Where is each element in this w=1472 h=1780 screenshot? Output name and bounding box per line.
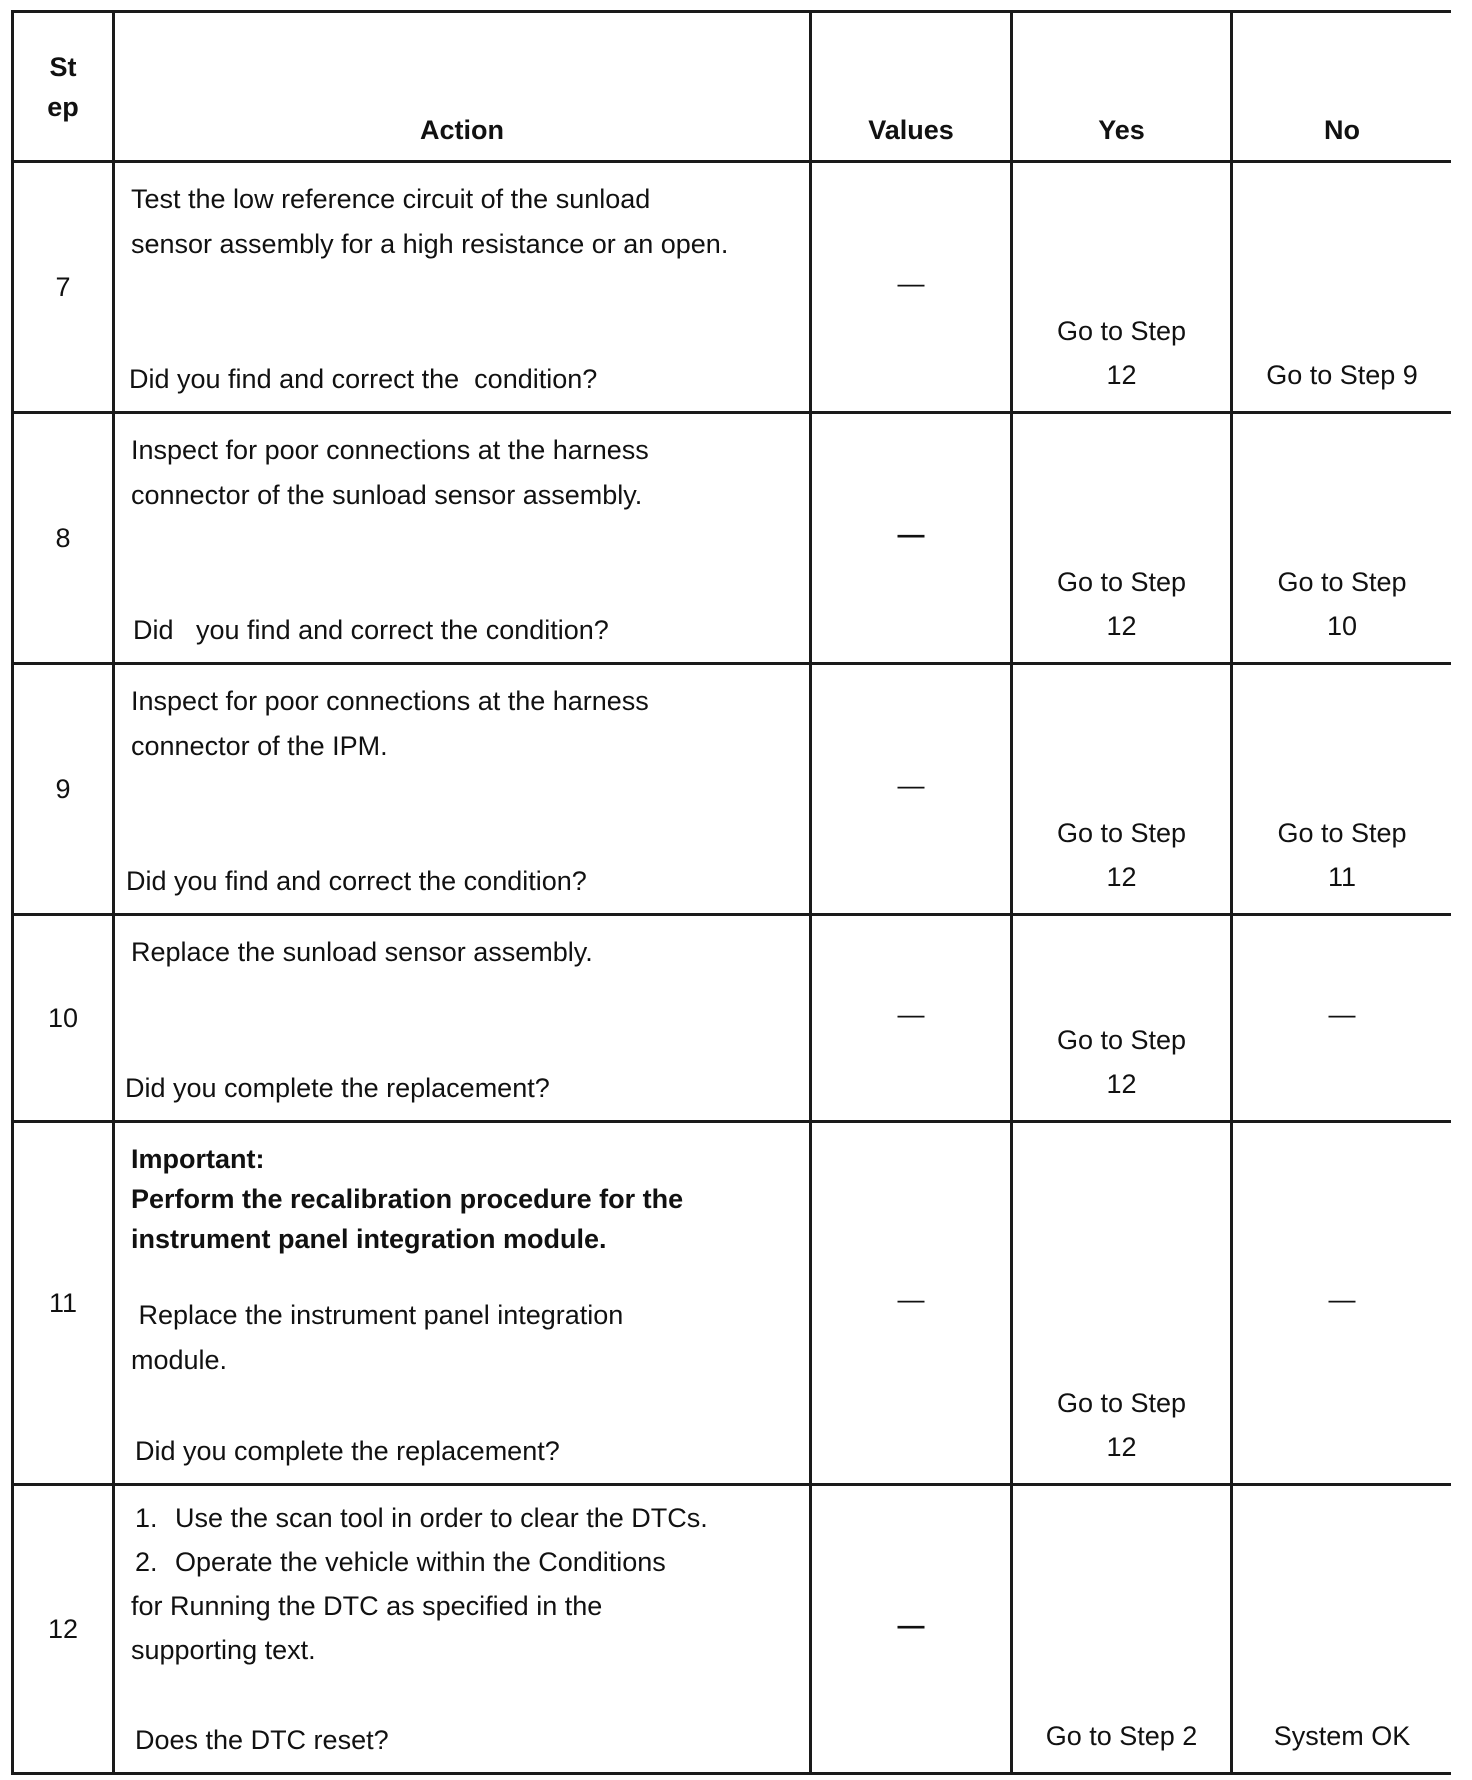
table-row xyxy=(13,162,1452,413)
list-text: supporting text. xyxy=(131,1635,316,1665)
yes-cell xyxy=(1012,1485,1232,1774)
yes-cell xyxy=(1012,1122,1232,1485)
yes-cell xyxy=(1012,664,1232,915)
yes-link-step: 12 xyxy=(1106,862,1137,892)
yes-link: Go to Step xyxy=(1056,567,1187,597)
value-dash: — xyxy=(897,1284,925,1315)
step-header-line2: ep xyxy=(47,91,79,122)
yes-link-step: 12 xyxy=(1106,360,1137,390)
no-cell xyxy=(1232,162,1452,413)
action-question: Did you find and correct the condition? xyxy=(129,364,598,394)
list-number: 1. xyxy=(135,1503,158,1533)
action-question: Did you find and correct the condition? xyxy=(133,615,609,645)
values-cell xyxy=(811,1485,1012,1774)
header-row xyxy=(13,12,1452,162)
action-cell xyxy=(114,664,811,915)
action-question: Did you complete the replacement? xyxy=(125,1073,550,1103)
no-link: Go to Step xyxy=(1277,818,1407,848)
diagnostic-table xyxy=(11,10,1451,1775)
yes-link-step: 12 xyxy=(1106,1069,1137,1099)
document-page xyxy=(11,10,1451,1780)
action-cell xyxy=(114,915,811,1122)
yes-link: Go to Step xyxy=(1056,1388,1187,1418)
yes-cell xyxy=(1012,413,1232,664)
list-number: 2. xyxy=(135,1547,158,1577)
yes-link: Go to Step 2 xyxy=(1045,1721,1198,1751)
yes-link-step: 12 xyxy=(1106,611,1137,641)
value-dash: — xyxy=(897,519,925,550)
table-row xyxy=(13,664,1452,915)
no-cell xyxy=(1232,915,1452,1122)
table-row xyxy=(13,1122,1452,1485)
table-row xyxy=(13,915,1452,1122)
important-label: Important: xyxy=(131,1144,265,1174)
values-cell xyxy=(811,1122,1012,1485)
no-cell xyxy=(1232,1122,1452,1485)
value-dash: — xyxy=(897,1610,925,1641)
no-header: No xyxy=(1232,12,1452,162)
list-text: for Running the DTC as specified in the xyxy=(131,1591,603,1621)
action-text: Replace the sunload sensor assembly. xyxy=(131,937,593,967)
step-number: 8 xyxy=(13,413,114,664)
yes-link: Go to Step xyxy=(1056,316,1187,346)
values-header: Values xyxy=(811,12,1012,162)
step-header-line1: St xyxy=(49,51,77,82)
table-row xyxy=(13,413,1452,664)
value-dash: — xyxy=(897,268,925,299)
action-text: connector of the sunload sensor assembly. xyxy=(131,480,643,510)
action-text: sensor assembly for a high resistance or an open. xyxy=(131,229,729,259)
values-cell xyxy=(811,413,1012,664)
list-text: Use the scan tool in order to clear the DTCs. xyxy=(175,1503,708,1533)
action-cell xyxy=(114,1122,811,1485)
step-number: 12 xyxy=(13,1485,114,1774)
no-cell xyxy=(1232,664,1452,915)
no-dash: — xyxy=(1328,999,1356,1030)
yes-cell xyxy=(1012,162,1232,413)
no-link: Go to Step 9 xyxy=(1266,360,1418,390)
action-question: Did you complete the replacement? xyxy=(135,1436,560,1466)
action-text: connector of the IPM. xyxy=(131,731,388,761)
action-cell xyxy=(114,1485,811,1774)
list-text: Operate the vehicle within the Conditions xyxy=(175,1547,666,1577)
table-row xyxy=(13,1485,1452,1774)
no-cell xyxy=(1232,413,1452,664)
action-text: Test the low reference circuit of the sunload xyxy=(131,184,651,214)
yes-link-step: 12 xyxy=(1106,1432,1137,1462)
step-number: 10 xyxy=(13,915,114,1122)
values-cell xyxy=(811,664,1012,915)
action-header: Action xyxy=(114,12,811,162)
action-question: Did you find and correct the condition? xyxy=(126,866,587,896)
action-cell xyxy=(114,162,811,413)
values-cell xyxy=(811,162,1012,413)
step-number: 11 xyxy=(13,1122,114,1485)
no-dash: — xyxy=(1328,1284,1356,1315)
action-text: module. xyxy=(131,1345,228,1375)
list-item-1 xyxy=(131,1496,791,1540)
important-text: instrument panel integration module. xyxy=(131,1224,607,1254)
action-question: Does the DTC reset? xyxy=(135,1725,389,1755)
no-link-step: 11 xyxy=(1327,862,1357,892)
no-result: System OK xyxy=(1273,1721,1411,1751)
value-dash: — xyxy=(897,999,925,1030)
yes-cell xyxy=(1012,915,1232,1122)
action-cell xyxy=(114,413,811,664)
yes-link: Go to Step xyxy=(1056,1025,1187,1055)
list-item-2 xyxy=(131,1540,791,1584)
no-cell xyxy=(1232,1485,1452,1774)
values-cell xyxy=(811,915,1012,1122)
step-number: 9 xyxy=(13,664,114,915)
step-header xyxy=(13,12,114,162)
value-dash: — xyxy=(897,770,925,801)
no-link-step: 10 xyxy=(1326,611,1358,641)
step-number: 7 xyxy=(13,162,114,413)
yes-header: Yes xyxy=(1012,12,1232,162)
action-text: Inspect for poor connections at the harness xyxy=(131,686,649,716)
important-text: Perform the recalibration procedure for the xyxy=(131,1184,684,1214)
action-text: Inspect for poor connections at the harness xyxy=(131,435,649,465)
action-text: Replace the instrument panel integration xyxy=(131,1300,624,1330)
yes-link: Go to Step xyxy=(1056,818,1187,848)
no-link: Go to Step xyxy=(1277,567,1407,597)
